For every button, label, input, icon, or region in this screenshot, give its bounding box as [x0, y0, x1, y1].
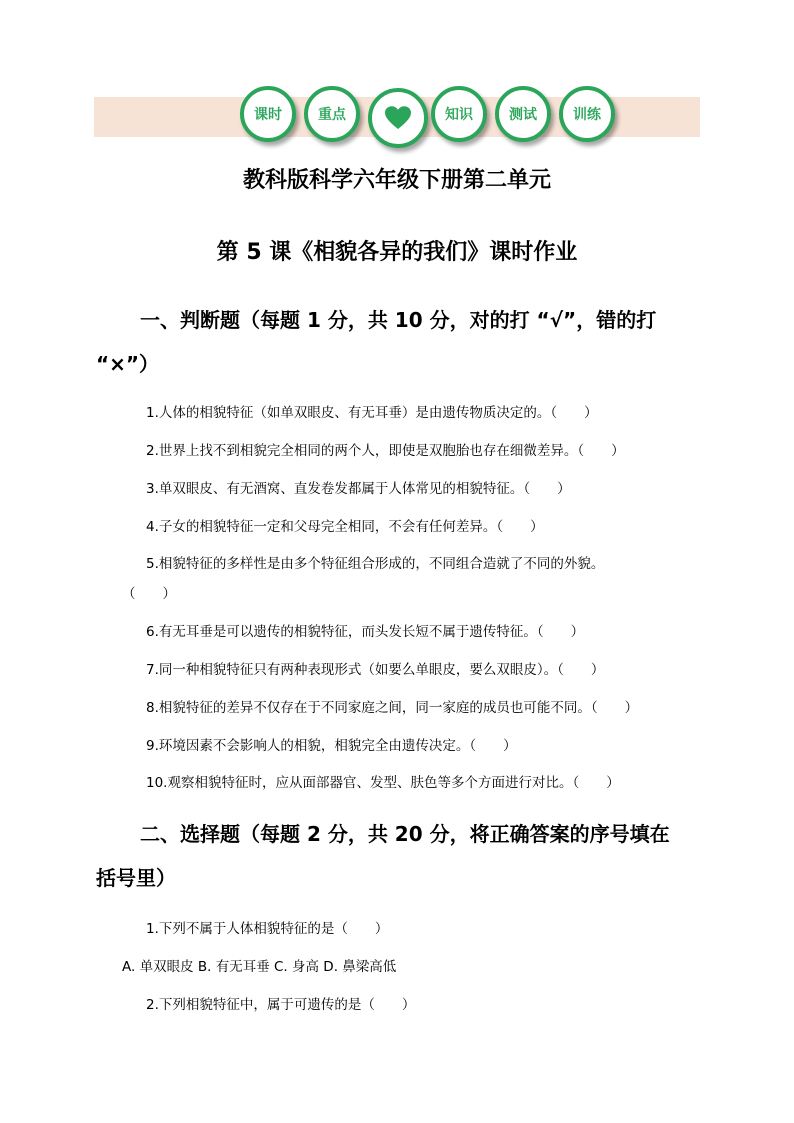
judge-item-3: 3.单双眼皮、有无酒窝、直发卷发都属于人体常见的相貌特征。（ ）: [146, 481, 571, 497]
badge-xunlian: 训练: [559, 86, 615, 142]
badge-ceshi: 测试: [495, 86, 551, 142]
badge-heart: [368, 88, 428, 148]
judge-item-1: 1.人体的相貌特征（如单双眼皮、有无耳垂）是由遗传物质决定的。（ ）: [146, 405, 598, 421]
judge-item-10: 10.观察相貌特征时，应从面部器官、发型、肤色等多个方面进行对比。（ ）: [146, 775, 620, 791]
section1-heading-line2: “×”）: [96, 352, 160, 376]
lesson-title: 第 5 课《相貌各异的我们》课时作业: [216, 240, 578, 265]
judge-item-2: 2.世界上找不到相貌完全相同的两个人，即使是双胞胎也存在细微差异。（ ）: [146, 443, 625, 459]
judge-item-6: 6.有无耳垂是可以遗传的相貌特征，而头发长短不属于遗传特征。（ ）: [146, 624, 585, 640]
badge-keshi: 课时: [240, 86, 296, 142]
section2-heading: [96, 812, 706, 900]
badge-zhishi: 知识: [431, 86, 487, 142]
judge-item-9: 9.环境因素不会影响人的相貌，相貌完全由遗传决定。（ ）: [146, 738, 517, 754]
document-title: 教科版科学六年级下册第二单元: [242, 168, 551, 193]
section2-heading-line1: 二、选择题（每题 2 分，共 20 分，将正确答案的序号填在: [140, 822, 670, 846]
judge-item-8: 8.相貌特征的差异不仅存在于不同家庭之间，同一家庭的成员也可能不同。（ ）: [146, 700, 639, 716]
judge-item-4: 4.子女的相貌特征一定和父母完全相同，不会有任何差异。（ ）: [146, 519, 544, 535]
heart-icon: [385, 106, 411, 130]
choice-question-2: 2.下列相貌特征中，属于可遗传的是（ ）: [146, 997, 416, 1013]
section1-heading: [96, 298, 706, 386]
section1-heading-line1: 一、判断题（每题 1 分，共 10 分，对的打 “√”，错的打: [140, 308, 657, 332]
judge-item-7: 7.同一种相貌特征只有两种表现形式（如要么单眼皮，要么双眼皮）。（ ）: [146, 662, 605, 678]
choice-question-1-options: A. 单双眼皮 B. 有无耳垂 C. 身高 D. 鼻梁高低: [122, 959, 397, 975]
choice-question-1: 1.下列不属于人体相貌特征的是（ ）: [146, 921, 389, 937]
judge-item-5-bracket: （ ）: [122, 586, 176, 602]
section2-heading-line2: 括号里）: [96, 866, 176, 890]
badge-zhongdian: 重点: [304, 86, 360, 142]
judge-item-5: 5.相貌特征的多样性是由多个特征组合形成的，不同组合造就了不同的外貌。: [146, 556, 605, 572]
